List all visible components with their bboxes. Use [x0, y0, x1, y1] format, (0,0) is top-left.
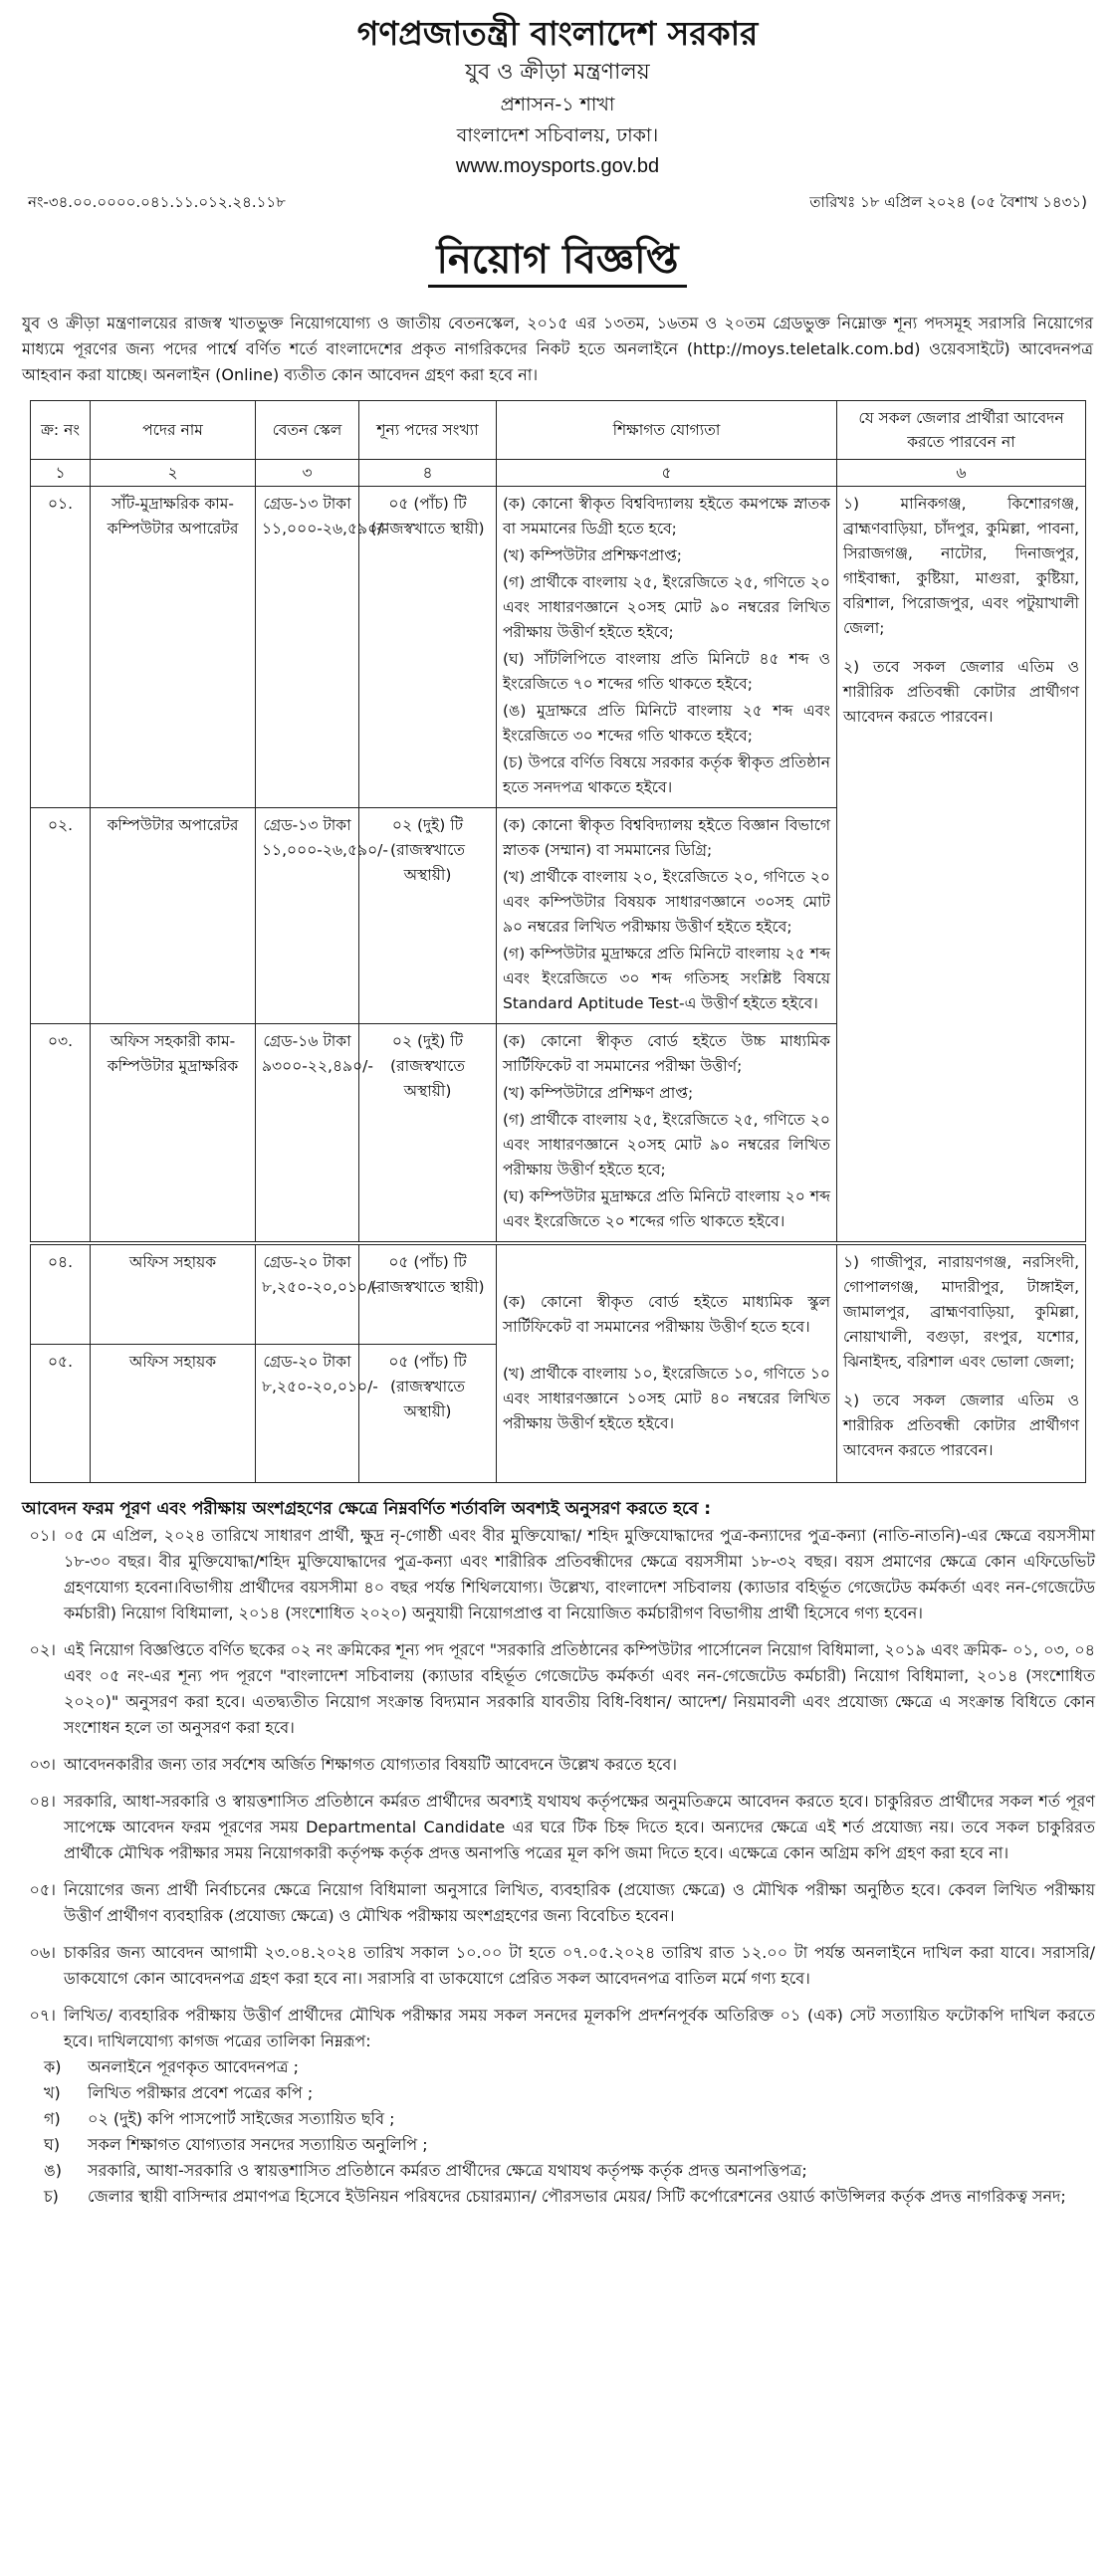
districts-cell-1-3	[837, 487, 1086, 1244]
col-number: ১	[31, 460, 91, 487]
document-list-item	[44, 2054, 1095, 2080]
document-key: চ)	[44, 2187, 59, 2206]
term-text: আবেদনকারীর জন্য তার সর্বশেষ অর্জিত শিক্ষাগত যোগ্যতার বিষয়টি আবেদনে উল্লেখ করতে হবে।	[64, 1755, 677, 1774]
col-number: ৪	[359, 460, 497, 487]
document-list-item	[44, 2106, 1095, 2132]
row-serial: ০১.	[31, 487, 91, 808]
row-post: কম্পিউটার অপারেটর	[91, 808, 256, 1024]
row-count: ০৫ (পাঁচ) টি (রাজস্বখাতে স্থায়ী)	[359, 487, 497, 808]
row-serial: ০৩.	[31, 1024, 91, 1244]
term-number: ০৭।	[29, 2006, 56, 2025]
districts-cell-4-5	[837, 1243, 1086, 1483]
row-qualification	[497, 808, 837, 1024]
row-qualification	[497, 1024, 837, 1244]
col-header-districts: যে সকল জেলার প্রার্থীরা আবেদন করতে পারবেন না	[837, 401, 1086, 460]
term-item	[14, 1637, 1095, 1741]
government-name: গণপ্রজাতন্ত্রী বাংলাদেশ সরকার	[356, 14, 759, 53]
col-header-count: শূন্য পদের সংখ্যা	[359, 401, 497, 460]
term-item	[14, 1752, 1095, 1778]
col-number: ৫	[497, 460, 837, 487]
row-post: সাঁট-মুদ্রাক্ষরিক কাম-কম্পিউটার অপারেটর	[91, 487, 256, 808]
qualification-item: (গ) প্রার্থীকে বাংলায় ২৫, ইংরেজিতে ২৫, গণিতে ২০ এবং সাধারণজ্ঞানে ২০সহ মোট ৯০ নম্বরের লিখিত পরীক্ষায় উত্তীর্ণ হইতে হইবে;	[503, 573, 830, 641]
term-text: এই নিয়োগ বিজ্ঞপ্তিতে বর্ণিত ছকের ০২ নং ক্রমিকের শূন্য পদ পূরণে "সরকারি প্রতিষ্ঠানের কম্পিউটার পার্সোনেল নিয়োগ বিধিমালা, ২০১৯ এবং ক্রমিক- ০১, ০৩, ০৪ এবং ০৫ নং-এর শূন্য পদ পূরণে "বাংলাদেশ সচিবালয় (ক্যাডার বহির্ভূত গেজেটেড কর্মকর্তা এবং নন-গেজেটেড কর্মচারী) নিয়োগ বিধিমালা, ২০১৪ (সংশোধিত ২০২০)" অনুসরণ করা হবে। এতদ্ব্যতীত নিয়োগ সংক্রান্ত বিদ্যমান সরকারি যাবতীয় বিধি-বিধান/ আদেশ/ নিয়মাবলী এবং প্রযোজ্য ক্ষেত্রে এ সংক্রান্ত বিধিতে কোন সংশোধন হলে তা অনুসরণ করা হবে।	[64, 1640, 1095, 1737]
term-number: ০২।	[29, 1640, 56, 1659]
district-item: ১) গাজীপুর, নারায়ণগঞ্জ, নরসিংদী, গোপালগঞ্জ, মাদারীপুর, টাঙ্গাইল, জামালপুর, ব্রাহ্মণবাড়িয়া, কুমিল্লা, নোয়াখালী, বগুড়া, রংপুর, যশোর, ঝিনাইদহ, বরিশাল এবং ভোলা জেলা;	[843, 1253, 1079, 1371]
row-qualification	[497, 487, 837, 808]
term-text: চাকরির জন্য আবেদন আগামী ২৩.০৪.২০২৪ তারিখ সকাল ১০.০০ টা হতে ০৭.০৫.২০২৪ তারিখ রাত ১২.০০ টা পর্যন্ত অনলাইনে দাখিল করা যাবে। সরাসরি/ ডাকযোগে কোন আবেদনপত্র গ্রহণ করা হবে না। সরাসরি বা ডাকযোগে প্রেরিত সকল আবেদনপত্র বাতিল মর্মে গণ্য হবে।	[64, 1943, 1095, 1988]
document-key: খ)	[44, 2083, 61, 2102]
term-text: লিখিত/ ব্যবহারিক পরীক্ষায় উত্তীর্ণ প্রার্থীদের মৌখিক পরীক্ষার সময় সকল সনদের মূলকপি প্রদর্শনপূর্বক অতিরিক্ত ০১ (এক) সেট সত্যায়িত ফটোকপি দাখিল করতে হবে। দাখিলযোগ্য কাগজ পত্রের তালিকা নিম্নরূপ:	[64, 2006, 1095, 2050]
district-item: ২) তবে সকল জেলার এতিম ও শারীরিক প্রতিবন্ধী কোটার প্রার্থীগণ আবেদন করতে পারবেন।	[843, 658, 1079, 726]
document-key: ঘ)	[44, 2135, 61, 2154]
qualification-item: (ক) কোনো স্বীকৃত বিশ্ববিদ্যালয় হইতে কমপক্ষে স্নাতক বা সমমানের ডিগ্রী হতে হবে;	[503, 495, 830, 537]
document-list-item	[44, 2184, 1095, 2210]
notice-title-wrap	[0, 228, 1115, 295]
document-text: লিখিত পরীক্ষার প্রবেশ পত্রের কপি ;	[88, 2083, 314, 2102]
document-list-item	[44, 2132, 1095, 2158]
qualification-item: (ক) কোনো স্বীকৃত বিশ্ববিদ্যালয় হইতে বিজ্ঞান বিভাগে স্নাতক (সম্মান) বা সমমানের ডিগ্রি;	[503, 816, 830, 859]
term-item	[14, 1877, 1095, 1929]
col-header-scale: বেতন স্কেল	[256, 401, 359, 460]
row-scale: গ্রেড-১৬ টাকা ৯৩০০-২২,৪৯০/-	[256, 1024, 359, 1244]
document-key: ঙ)	[44, 2161, 62, 2180]
col-header-serial: ক্র: নং	[31, 401, 91, 460]
document-text: অনলাইনে পূরণকৃত আবেদনপত্র ;	[88, 2057, 300, 2076]
document-key: গ)	[44, 2109, 61, 2128]
document-list-item	[44, 2158, 1095, 2184]
document-list-item	[44, 2080, 1095, 2106]
term-number: ০৬।	[29, 1943, 56, 1962]
term-item	[14, 1523, 1095, 1626]
row-post: অফিস সহকারী কাম-কম্পিউটার মুদ্রাক্ষরিক	[91, 1024, 256, 1244]
term-item	[14, 1940, 1095, 1992]
row-scale: গ্রেড-১৩ টাকা ১১,০০০-২৬,৫৯০/-	[256, 808, 359, 1024]
term-item	[14, 1789, 1095, 1866]
document-text: ০২ (দুই) কপি পাসপোর্ট সাইজের সত্যায়িত ছবি ;	[88, 2109, 395, 2128]
qualification-item: (চ) উপরে বর্ণিত বিষয়ে সরকার কর্তৃক স্বীকৃত প্রতিষ্ঠান হতে সনদপত্র থাকতে হইবে।	[503, 753, 830, 796]
intro-paragraph: যুব ও ক্রীড়া মন্ত্রণালয়ের রাজস্ব খাতভুক্ত নিয়োগযোগ্য ও জাতীয় বেতনস্কেল, ২০১৫ এর ১৩তম, ১৬তম ও ২০তম গ্রেডভুক্ত নিম্নোক্ত শূন্য পদসমূহ সরাসরি নিয়োগের মাধ্যমে পূরণের জন্য পদের পার্শ্বে বর্ণিত শর্তে বাংলাদেশের প্রকৃত নাগরিকদের নিকট হতে অনলাইনে (http://moys.teletalk.com.bd) ওয়েবসাইটে) আবেদনপত্র আহবান করা যাচ্ছে। অনলাইন (Online) ব্যতীত কোন আবেদন গ্রহণ করা হবে না।	[22, 314, 1093, 384]
website-url: www.moysports.gov.bd	[455, 155, 660, 177]
col-number: ২	[91, 460, 256, 487]
document-text: জেলার স্থায়ী বাসিন্দার প্রমাণপত্র হিসেবে ইউনিয়ন পরিষদের চেয়ারম্যান/ পৌরসভার মেয়র/ সিটি কর্পোরেশনের ওয়ার্ড কাউন্সিলর কর্তৃক প্রদত্ত নাগরিকত্ব সনদ;	[88, 2187, 1066, 2206]
qualification-item: (ক) কোনো স্বীকৃত বোর্ড হইতে মাধ্যমিক স্কুল সার্টিফিকেট বা সমমানের পরীক্ষায় উত্তীর্ণ হতে হবে।	[503, 1292, 830, 1336]
col-header-qualification: শিক্ষাগত যোগ্যতা	[497, 401, 837, 460]
letterhead	[0, 0, 1115, 181]
term-text: সরকারি, আধা-সরকারি ও স্বায়ত্তশাসিত প্রতিষ্ঠানে কর্মরত প্রার্থীদের অবশ্যই যথাযথ কর্তৃপক্ষের অনুমতিক্রমে আবেদন করতে হবে। চাকুরিরত প্রার্থীদের সকল শর্ত পূরণ সাপেক্ষে আবেদন ফরম পূরণের সময় Departmental Candidate এর ঘরে টিক চিহ্ন দিতে হবে। অন্যদের ক্ষেত্রে এই শর্ত প্রযোজ্য নয়। তবে সকল চাকুরিরত প্রার্থীকে মৌখিক পরীক্ষার সময় নিয়োগকারী কর্তৃপক্ষ কর্তৃক প্রদত্ত অনাপত্তি পত্রের মূল কপি জমা দিতে হবে। এক্ষেত্রে কোন অগ্রিম কপি গ্রহণ করা হবে না।	[64, 1792, 1095, 1862]
row-post: অফিস সহায়ক	[91, 1243, 256, 1344]
table-row	[31, 487, 1086, 808]
term-number: ০৪।	[29, 1792, 56, 1811]
document-key: ক)	[44, 2057, 62, 2076]
qualification-cell-4-5	[497, 1243, 837, 1483]
column-number-row	[31, 460, 1086, 487]
term-number: ০৫।	[29, 1880, 56, 1899]
qualification-item: (ঙ) মুদ্রাক্ষরে প্রতি মিনিটে বাংলায় ২৫ শব্দ এবং ইংরেজিতে ৩০ শব্দের গতি থাকতে হইবে;	[503, 702, 830, 745]
row-serial: ০৫.	[31, 1344, 91, 1482]
vacancy-table	[30, 400, 1086, 1483]
document-text: সকল শিক্ষাগত যোগ্যতার সনদের সত্যায়িত অনুলিপি ;	[88, 2135, 428, 2154]
qualification-item: (খ) কম্পিউটারে প্রশিক্ষণ প্রাপ্ত;	[503, 1084, 694, 1102]
qualification-item: (ঘ) সাঁটলিপিতে বাংলায় প্রতি মিনিটে ৪৫ শব্দ ও ইংরেজিতে ৭০ শব্দের গতি থাকতে হইবে;	[503, 650, 830, 693]
branch-name: প্রশাসন-১ শাখা	[500, 94, 615, 115]
qualification-item: (খ) প্রার্থীকে বাংলায় ১০, ইংরেজিতে ১০, গণিতে ১০ এবং সাধারণজ্ঞানে ১০সহ মোট ৪০ নম্বরের লিখিত পরীক্ষায় উত্তীর্ণ হইতে হইবে।	[503, 1364, 830, 1432]
qualification-item: (ক) কোনো স্বীকৃত বোর্ড হইতে উচ্চ মাধ্যমিক সার্টিফিকেট বা সমমানের পরীক্ষা উত্তীর্ণ;	[503, 1032, 830, 1075]
col-number: ৬	[837, 460, 1086, 487]
term-number: ০১।	[29, 1526, 56, 1545]
district-item: ১) মানিকগঞ্জ, কিশোরগঞ্জ, ব্রাহ্মণবাড়িয়া, চাঁদপুর, কুমিল্লা, পাবনা, সিরাজগঞ্জ, নাটোর, দিনাজপুর, গাইবান্ধা, কুষ্টিয়া, মাগুরা, কুষ্টিয়া, বরিশাল, পিরোজপুর, এবং পটুয়াখালী জেলা;	[843, 495, 1079, 637]
row-count: ০৫ (পাঁচ) টি (রাজস্বখাতে স্থায়ী)	[359, 1243, 497, 1344]
row-count: ০৫ (পাঁচ) টি (রাজস্বখাতে অস্থায়ী)	[359, 1344, 497, 1482]
office-address: বাংলাদেশ সচিবালয়, ঢাকা।	[456, 124, 659, 146]
qualification-item: (গ) কম্পিউটার মুদ্রাক্ষরে প্রতি মিনিটে বাংলায় ২৫ শব্দ এবং ইংরেজিতে ৩০ শব্দ গতিসহ সংশ্লিষ্ট বিষয়ে Standard Aptitude Test-এ উত্তীর্ণ হইতে হইবে।	[503, 945, 830, 1012]
qualification-item: (গ) প্রার্থীকে বাংলায় ২৫, ইংরেজিতে ২৫, গণিতে ২০ এবং সাধারণজ্ঞানে ২০সহ মোট ৯০ নম্বরের লিখিত পরীক্ষায় উত্তীর্ণ হইতে হবে;	[503, 1111, 830, 1179]
col-number: ৩	[256, 460, 359, 487]
memo-row	[0, 181, 1115, 216]
term-text: নিয়োগের জন্য প্রার্থী নির্বাচনের ক্ষেত্রে নিয়োগ বিধিমালা অনুসারে লিখিত, ব্যবহারিক (প্রযোজ্য ক্ষেত্রে) ও মৌখিক পরীক্ষা অনুষ্ঠিত হবে। কেবল লিখিত পরীক্ষায় উত্তীর্ণ প্রার্থীগণ ব্যবহারিক (প্রযোজ্য ক্ষেত্রে) ও মৌখিক পরীক্ষায় অংশগ্রহণের জন্য বিবেচিত হবেন।	[64, 1880, 1095, 1925]
row-scale: গ্রেড-১৩ টাকা ১১,০০০-২৬,৫৯০/-	[256, 487, 359, 808]
term-item	[14, 2003, 1095, 2054]
row-serial: ০২.	[31, 808, 91, 1024]
memo-number: নং-৩৪.০০.০০০০.০৪১.১১.০১২.২৪.১১৮	[28, 193, 286, 211]
col-header-post: পদের নাম	[91, 401, 256, 460]
row-post: অফিস সহায়ক	[91, 1344, 256, 1482]
row-scale: গ্রেড-২০ টাকা ৮,২৫০-২০,০১০/-	[256, 1243, 359, 1344]
memo-date: তারিখঃ ১৮ এপ্রিল ২০২৪ (০৫ বৈশাখ ১৪৩১)	[809, 193, 1087, 211]
district-item: ২) তবে সকল জেলার এতিম ও শারীরিক প্রতিবন্ধী কোটার প্রার্থীগণ আবেদন করতে পারবেন।	[843, 1392, 1079, 1459]
qualification-item: (খ) প্রার্থীকে বাংলায় ২০, ইংরেজিতে ২০, গণিতে ২০ এবং কম্পিউটার বিষয়ক সাধারণজ্ঞানে ৩০সহ মোট ৯০ নম্বরের লিখিত পরীক্ষায় উত্তীর্ণ হইতে হইবে;	[503, 868, 830, 936]
ministry-name: যুব ও ক্রীড়া মন্ত্রণালয়	[465, 60, 650, 85]
term-text: ০৫ মে এপ্রিল, ২০২৪ তারিখে সাধারণ প্রার্থী, ক্ষুদ্র নৃ-গোষ্ঠী এবং বীর মুক্তিযোদ্ধা/ শহিদ মুক্তিযোদ্ধাদের পুত্র-কন্যাদের পুত্র-কন্যা (নাতি-নাতনি)-এর ক্ষেত্রে বয়সসীমা ১৮-৩০ বছর। বীর মুক্তিযোদ্ধা/শহিদ মুক্তিযোদ্ধাদের পুত্র-কন্যা এবং শারীরিক প্রতিবন্ধীদের ক্ষেত্রে বয়সসীমা ১৮-৩২ বছর। বয়স প্রমাণের ক্ষেত্রে কোন এফিডেভিট গ্রহণযোগ্য হবেনা।বিভাগীয় প্রার্থীদের বয়সসীমা ৪০ বছর পর্যন্ত শিথিলযোগ্য। উল্লেখ্য, বাংলাদেশ সচিবালয় (ক্যাডার বহির্ভূত গেজেটেড কর্মকর্তা এবং নন-গেজেটেড কর্মচারী) নিয়োগ বিধিমালা, ২০১৪ (সংশোধিত ২০২০) অনুযায়ী নিয়োগপ্রাপ্ত বা নিয়োজিত কর্মচারীগণ বিভাগীয় প্রার্থী হিসেবে গণ্য হবেন।	[64, 1526, 1095, 1622]
table-row	[31, 1243, 1086, 1344]
terms-heading: আবেদন ফরম পূরণ এবং পরীক্ষায় অংশগ্রহণের ক্ষেত্রে নিম্নবর্ণিত শর্তাবলি অবশ্যই অনুসরণ করতে হবে :	[22, 1499, 712, 1519]
row-count: ০২ (দুই) টি (রাজস্বখাতে অস্থায়ী)	[359, 1024, 497, 1244]
term-number: ০৩।	[29, 1755, 56, 1774]
qualification-item: (খ) কম্পিউটার প্রশিক্ষণপ্রাপ্ত;	[503, 546, 683, 564]
document-text: সরকারি, আধা-সরকারি ও স্বায়ত্তশাসিত প্রতিষ্ঠানে কর্মরত প্রার্থীদের ক্ষেত্রে যথাযথ কর্তৃপক্ষ কর্তৃক প্রদত্ত অনাপত্তিপত্র;	[88, 2161, 807, 2180]
row-serial: ০৪.	[31, 1243, 91, 1344]
row-count: ০২ (দুই) টি (রাজস্বখাতে অস্থায়ী)	[359, 808, 497, 1024]
table-header-row	[31, 401, 1086, 460]
row-scale: গ্রেড-২০ টাকা ৮,২৫০-২০,০১০/-	[256, 1344, 359, 1482]
notice-title: নিয়োগ বিজ্ঞপ্তি	[428, 236, 686, 288]
qualification-item: (ঘ) কম্পিউটার মুদ্রাক্ষরে প্রতি মিনিটে বাংলায় ২০ শব্দ এবং ইংরেজিতে ২০ শব্দের গতি থাকতে হইবে।	[503, 1187, 830, 1230]
